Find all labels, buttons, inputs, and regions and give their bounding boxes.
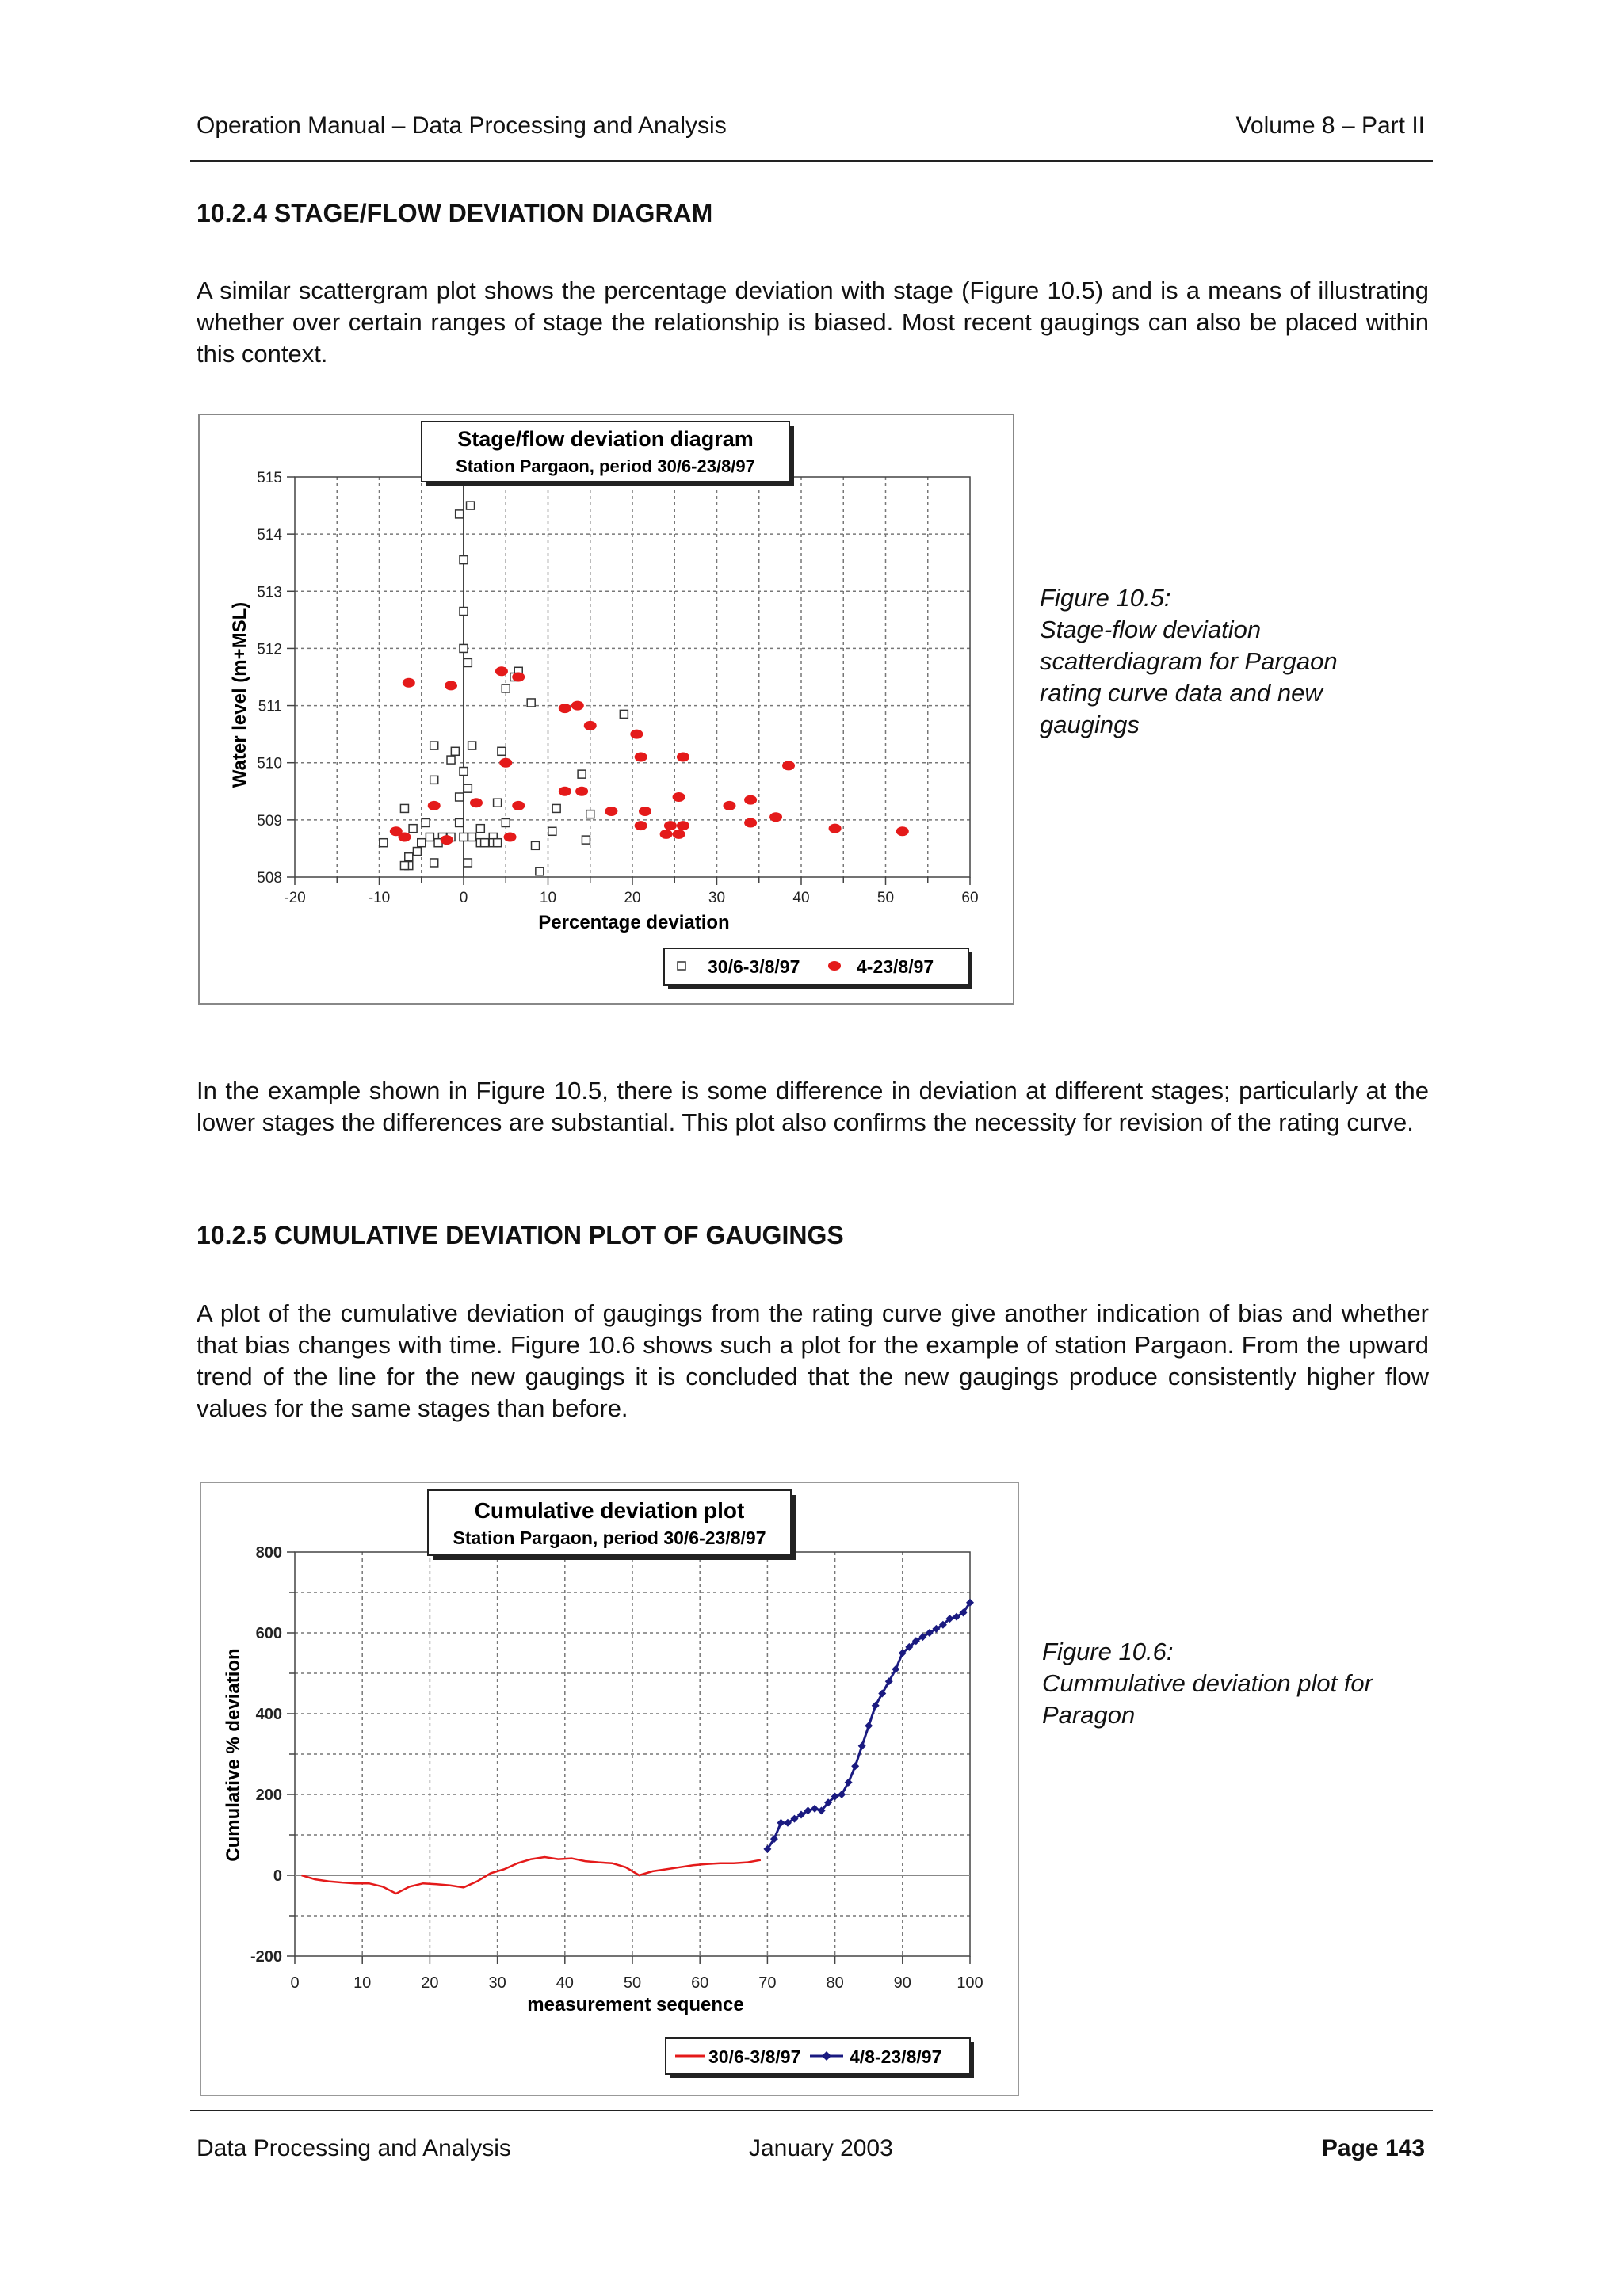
scatter-point-series1 [578,770,586,778]
x-tick-label: 50 [876,890,895,906]
scatter-point-series1 [430,859,438,867]
scatter-point-series2 [660,830,673,839]
scatter-point-series2 [559,704,571,713]
caption-line: Figure 10.6: [1042,1638,1174,1665]
header-right: Volume 8 – Part II [1235,113,1425,139]
scatter-point-series2 [428,801,441,810]
scatter-point-series2 [470,798,483,807]
scatter-point-series1 [582,836,590,844]
scatter-point-series2 [769,812,782,822]
scatter-point-series1 [552,804,560,812]
scatter-point-series1 [400,862,408,870]
header-rule [190,160,1433,162]
chart1-xlabel: Percentage deviation [538,912,730,933]
legend-1-circle-marker [828,961,841,971]
scatter-point-series2 [744,818,757,827]
scatter-point-series2 [398,833,411,842]
scatter-point-series1 [430,776,438,784]
section-heading-10-2-5: 10.2.5 CUMULATIVE DEVIATION PLOT OF GAUGINGS [197,1221,844,1249]
x-tick-label: 80 [826,1974,844,1992]
scatter-point-series1 [464,784,472,792]
scatter-point-series2 [677,753,689,762]
chart2-subtitle: Station Pargaon, period 30/6-23/8/97 [453,1527,766,1548]
y-tick-label: 800 [255,1544,282,1562]
scatter-point-series1 [426,833,433,841]
y-tick-label: 200 [255,1787,282,1804]
footer-rule [190,2110,1433,2111]
caption-line: Cummulative deviation plot for [1042,1669,1373,1697]
y-tick-label: 513 [257,584,282,601]
scatter-point-series1 [400,804,408,812]
scatter-point-series1 [430,742,438,749]
chart1-ylabel: Water level (m+MSL) [229,601,250,788]
scatter-point-series2 [673,792,685,802]
scatter-point-series2 [559,787,571,796]
scatter-point-series2 [441,835,453,845]
scatter-point-series1 [481,839,489,847]
scatter-point-series2 [664,821,677,830]
caption-line: rating curve data and new [1040,679,1323,707]
figure-10-6-chart [200,1482,1021,2098]
scatter-point-series2 [403,678,415,688]
scatter-point-series2 [575,787,588,796]
y-tick-label: 515 [257,470,282,486]
scatter-point-series2 [495,666,508,676]
scatter-point-series2 [673,830,685,839]
scatter-point-series1 [494,839,502,847]
scatter-point-series2 [829,824,842,833]
scatter-point-series1 [464,658,472,666]
scatter-point-series1 [418,839,426,847]
scatter-point-series1 [456,793,464,801]
footer-left: Data Processing and Analysis [197,2135,511,2161]
scatter-point-series2 [635,821,647,830]
x-tick-label: 0 [290,1974,300,1992]
x-tick-label: 20 [421,1974,439,1992]
scatter-point-series2 [512,801,525,810]
scatter-point-series1 [532,841,540,849]
figure-10-5-caption [1040,582,1338,741]
y-tick-label: 514 [257,527,282,544]
y-tick-label: 510 [257,755,282,772]
y-tick-label: 508 [257,870,282,887]
scatter-point-series1 [456,510,464,518]
y-tick-label: 511 [258,698,282,715]
caption-line: scatterdiagram for Pargaon [1040,647,1338,675]
chart2-ylabel: Cumulative % deviation [223,1648,244,1862]
scatter-point-series1 [498,747,506,755]
caption-line: gaugings [1040,711,1140,738]
x-tick-label: 10 [353,1974,372,1992]
chart2-legend-series1: 30/6-3/8/97 [708,2046,801,2067]
scatter-point-series2 [630,730,643,739]
scatter-point-series1 [409,825,417,833]
scatter-point-series1 [460,556,468,564]
scatter-point-series1 [380,839,388,847]
section-1-paragraph-1: A similar scattergram plot shows the percentage deviation with stage (Figure 10.5) and is a means of illustrating whether over certain ranges of stage the relationship is biased. Most recent gaugings can also be placed within this context. [197,277,1429,368]
section-heading-10-2-4: 10.2.4 STAGE/FLOW DEVIATION DIAGRAM [197,199,713,227]
footer-page-number: Page 143 [1321,2135,1425,2161]
y-tick-label: -200 [250,1948,282,1966]
scatter-point-series1 [468,833,476,841]
scatter-point-series2 [445,681,457,690]
caption-line: Paragon [1042,1701,1136,1729]
scatter-point-series1 [460,644,468,652]
scatter-point-series1 [468,742,476,749]
scatter-point-series1 [405,853,413,861]
scatter-point-series1 [464,859,472,867]
x-tick-label: 60 [691,1974,709,1992]
scatter-point-series1 [460,608,468,616]
chart1-legend-series2: 4-23/8/97 [857,956,934,977]
chart1-subtitle: Station Pargaon, period 30/6-23/8/97 [456,456,755,476]
y-tick-label: 509 [257,812,282,830]
scatter-point-series2 [605,807,617,816]
scatter-point-series1 [536,868,544,875]
figure-10-5-chart [198,414,1016,1006]
scatter-point-series2 [635,753,647,762]
chart2-legend-series2: 4/8-23/8/97 [850,2046,942,2067]
footer-center: January 2003 [749,2135,893,2161]
scatter-point-series1 [413,848,421,856]
scatter-point-series2 [499,758,512,768]
x-tick-label: 30 [708,890,726,906]
scatter-point-series2 [677,821,689,830]
chart1-title: Stage/flow deviation diagram [457,427,754,451]
y-tick-label: 600 [255,1625,282,1642]
x-tick-label: 40 [556,1974,574,1992]
header-left: Operation Manual – Data Processing and Analysis [197,113,727,139]
section-2-paragraph-1: A plot of the cumulative deviation of gaugings from the rating curve give another indication of bias and whether that bias changes with time. Figure 10.6 shows such a plot for the example of station Pargaon. From the upward trend of the line for the new gaugings it is concluded that the new gaugings produce consistently higher flow values for the same stages than before. [197,1299,1429,1422]
scatter-point-series2 [584,721,597,730]
x-tick-label: 100 [957,1974,983,1992]
caption-line: Figure 10.5: [1040,584,1171,612]
scatter-point-series1 [447,756,455,764]
section-1-paragraph-2: In the example shown in Figure 10.5, there is some difference in deviation at different stages; particularly at the lower stages the differences are substantial. This plot also confirms the necessity for revision of the rating curve. [197,1077,1429,1136]
scatter-point-series1 [502,685,510,692]
scatter-point-series2 [782,761,795,770]
scatter-point-series2 [896,826,909,836]
chart1-legend-series1: 30/6-3/8/97 [708,956,800,977]
x-tick-label: 20 [624,890,641,906]
x-tick-label: 90 [893,1974,911,1992]
scatter-point-series2 [504,833,517,842]
x-tick-label: 50 [623,1974,642,1992]
scatter-point-series1 [548,827,556,835]
y-tick-label: 0 [273,1867,282,1885]
scatter-point-series1 [476,825,484,833]
scatter-point-series2 [723,801,735,810]
scatter-point-series1 [502,818,510,826]
scatter-point-series1 [494,799,502,807]
scatter-point-series2 [512,673,525,682]
x-tick-label: 40 [792,890,810,906]
caption-line: Stage-flow deviation [1040,616,1262,643]
scatter-point-series2 [744,795,757,805]
scatter-point-series2 [639,807,651,816]
scatter-point-series1 [460,768,468,776]
scatter-point-series1 [527,699,535,707]
scatter-point-series1 [467,502,475,509]
x-tick-label: -10 [368,890,391,906]
scatter-point-series1 [460,833,468,841]
scatter-point-series2 [571,701,584,711]
y-tick-label: 512 [257,641,282,658]
legend-1-square-marker [678,962,685,970]
x-tick-label: 60 [961,890,979,906]
scatter-point-series1 [422,818,430,826]
x-tick-label: 10 [539,890,557,906]
x-tick-label: 70 [758,1974,777,1992]
chart2-xlabel: measurement sequence [527,1994,744,2016]
chart2-title: Cumulative deviation plot [474,1498,745,1523]
scatter-point-series1 [620,710,628,718]
x-tick-label: 30 [488,1974,506,1992]
y-tick-label: 400 [255,1706,282,1723]
x-tick-label: 0 [459,890,468,906]
x-tick-label: -20 [284,890,306,906]
scatter-point-series1 [451,747,459,755]
scatter-point-series1 [586,810,594,818]
scatter-point-series1 [456,818,464,826]
figure-10-6-caption [1042,1636,1373,1731]
